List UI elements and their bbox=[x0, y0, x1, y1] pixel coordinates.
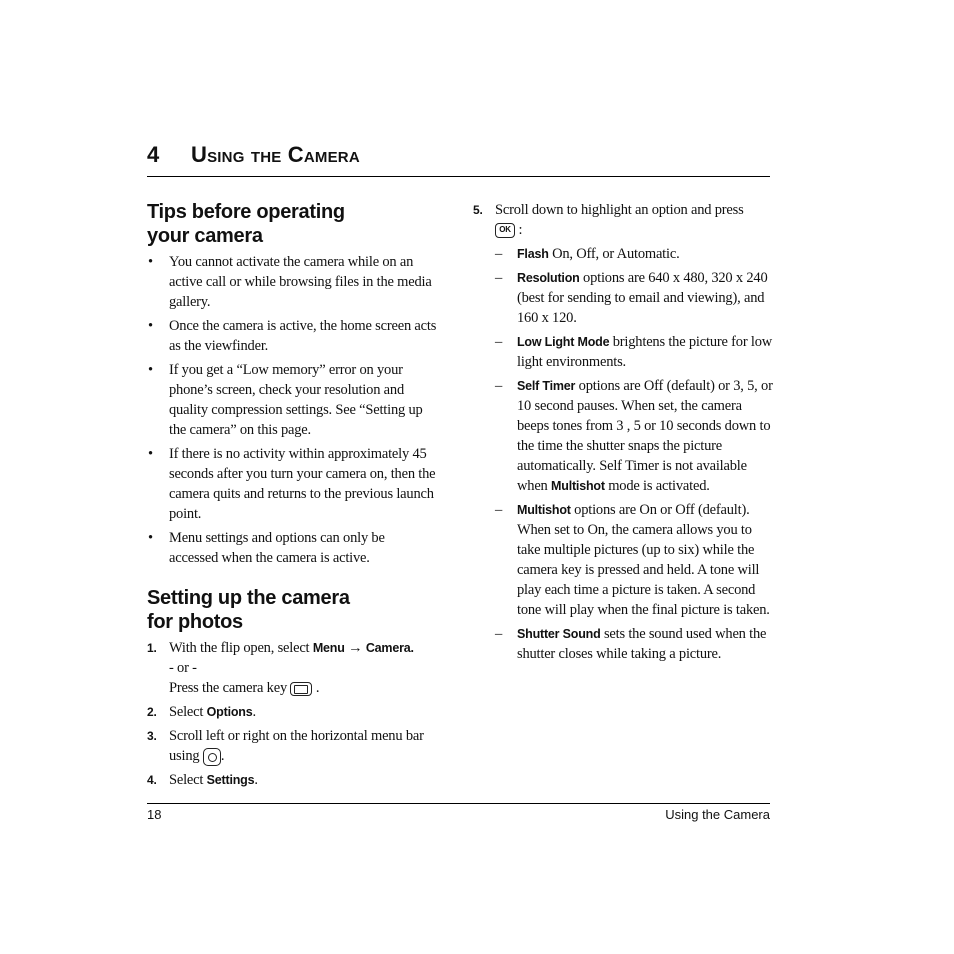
chapter-number: 4 bbox=[147, 142, 160, 167]
tips-heading-line2: your camera bbox=[147, 225, 263, 247]
ok-key-icon: OK bbox=[495, 223, 515, 238]
option-resolution: – Resolution options are 640 x 480, 320 x 240 (best for sending to email and viewing), and 160 x 120. bbox=[495, 270, 768, 326]
option-flash: – Flash On, Off, or Automatic. bbox=[495, 246, 680, 262]
list-item: • Once the camera is active, the home screen acts as the viewfinder. bbox=[148, 318, 437, 354]
setup-heading bbox=[147, 586, 437, 634]
option-self-timer: – Self Timer options are Off (default) or 3, 5, or 10 second pauses. When set, the camera beeps tones from 3 , 5 or 10 seconds down to the time the shutter snaps the picture automatically. Self Timer is not available when Multishot mode is activated. bbox=[495, 378, 773, 494]
page-number: 18 bbox=[147, 807, 162, 822]
chapter-title: Using the Camera bbox=[191, 142, 360, 167]
tips-list bbox=[147, 252, 437, 568]
step-2: 2. Select Options. bbox=[147, 704, 256, 720]
camera-key-icon bbox=[290, 682, 312, 696]
bullet-icon: • bbox=[148, 446, 153, 462]
option-shutter-sound: – Shutter Sound sets the sound used when the shutter closes while taking a picture. bbox=[495, 626, 767, 662]
list-item: • If there is no activity within approximately 45 seconds after you turn your camera on, then the camera quits and returns to the previous launch point. bbox=[148, 446, 436, 522]
bullet-icon: • bbox=[148, 530, 153, 546]
setup-heading-line2: for photos bbox=[147, 611, 243, 633]
left-column bbox=[147, 200, 437, 794]
option-multishot: – Multishot options are On or Off (default). When set to On, the camera allows you to take multiple pictures (up to six) while the camera key is pressed and held. A tone will play each time a picture is taken. A second tone will play when the final picture is taken. bbox=[495, 502, 770, 618]
bullet-icon: • bbox=[148, 318, 153, 334]
step-3: 3. Scroll left or right on the horizontal menu bar using . bbox=[147, 728, 424, 764]
option-low-light-mode: – Low Light Mode brightens the picture for low light environments. bbox=[495, 334, 773, 370]
setup-steps bbox=[147, 638, 437, 790]
bullet-icon: • bbox=[148, 254, 153, 270]
list-item: • If you get a “Low memory” error on your phone’s screen, check your resolution and quality compression settings. See “Setting up the camera” on this page. bbox=[148, 362, 423, 438]
setup-steps-continued bbox=[473, 200, 773, 240]
page-footer bbox=[147, 803, 770, 822]
tips-heading bbox=[147, 200, 437, 248]
list-item: • You cannot activate the camera while on an active call or while browsing files in the media gallery. bbox=[148, 254, 432, 310]
step-1: 1. With the flip open, select Menu → Camera. - or - Press the camera key . bbox=[147, 640, 414, 696]
setup-heading-line1: Setting up the camera bbox=[147, 587, 350, 609]
step-5: 5. Scroll down to highlight an option and press OK : bbox=[473, 202, 744, 238]
footer-title: Using the Camera bbox=[665, 807, 770, 822]
list-item: • Menu settings and options can only be accessed when the camera is active. bbox=[148, 530, 385, 566]
right-column bbox=[473, 200, 773, 668]
camera-options-list bbox=[473, 244, 773, 664]
tips-heading-line1: Tips before operating bbox=[147, 201, 345, 223]
navigation-key-icon bbox=[203, 748, 221, 766]
chapter-header bbox=[147, 140, 770, 177]
step-4: 4. Select Settings. bbox=[147, 772, 258, 788]
bullet-icon: • bbox=[148, 362, 153, 378]
